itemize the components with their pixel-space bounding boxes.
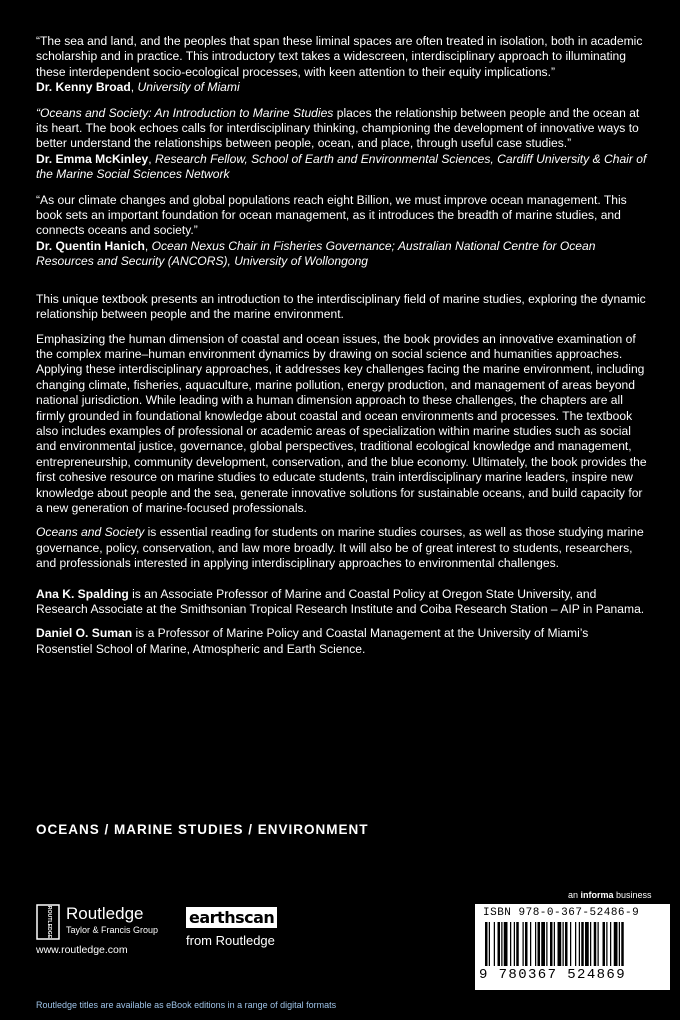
back-cover-text (36, 34, 648, 666)
quote-text: places the relationship between people and the ocean at its heart. The book echoes calls for interdisciplinary thinking, championing the development of innovative ways to better understand the relationships between people, ocean, and place, through useful case studies.” (36, 105, 640, 151)
quote-author: Dr. Emma McKinley (36, 151, 149, 166)
routledge-name: Routledge (66, 904, 144, 923)
quote-affiliation: Ocean Nexus Chair in Fisheries Governance; Australian National Centre for Ocean Resources and Security (ANCORS), University of Wollongong (36, 238, 596, 269)
description-audience: Oceans and Society is essential reading for students on marine studies courses, as well as those studying marine governance, policy, conservation, and law more broadly. It will also be of great interest to students, researchers, and professionals interested in applying interdisciplinary approaches to environmental challenges. (36, 525, 644, 571)
author-name: Ana K. Spalding (36, 586, 129, 601)
description-intro: This unique textbook presents an introduction to the interdisciplinary field of marine studies, exploring the dynamic relationship between people and the marine environment. (36, 291, 646, 322)
quote-1: “The sea and land, and the peoples that span these liminal spaces are often treated in isolation, both in academic scholarship and in practice. This introductory text takes a widescreen, interdisciplinary approach to illuminating these interdependent socio-ecological processes, with keen attention to their equity implications.” Dr. Kenny Broad, University of Miami (36, 34, 648, 96)
barcode-bars-icon (481, 922, 664, 970)
routledge-group: Taylor & Francis Group (66, 925, 159, 935)
quote-affiliation: Research Fellow, School of Earth and Environmental Sciences, Cardiff University & Chair of the Marine Social Sciences Network (36, 151, 647, 182)
description-main: Emphasizing the human dimension of coastal and ocean issues, the book provides an innovative examination of the complex marine–human environment dynamics by drawing on social science and humanities approaches. Applying these interdisciplinary approaches, it addresses key challenges facing the marine environment, including changing climate, fisheries, aquaculture, marine pollution, energy production, and management of areas beyond national jurisdiction. While leading with a human dimension approach to these challenges, the chapters are all firmly grounded in foundational knowledge about coastal and ocean environments and processes. The textbook also includes examples of professional or academic areas of specialization within marine studies such as social and environmental justice, governance, global perspectives, traditional ecological knowledge and management, entrepreneurship, community development, conservation, and the blue economy. Ultimately, the book provides the first cohesive resource on marine studies to educate students, train interdisciplinary marine leaders, inspire new knowledge about people and the sea, generate innovative solutions for sustainable oceans, and build capacity for a new generation of marine-focused professionals. (36, 331, 647, 515)
isbn-barcode (475, 904, 670, 990)
quote-text: “As our climate changes and global populations reach eight Billion, we must improve ocean management. This book sets an important foundation for ocean management, as it introduces the breadth of marine studies, and connects oceans and society.” (36, 192, 627, 238)
barcode-digits: 9 780367 524869 (479, 967, 627, 983)
quote-2: “Oceans and Society: An Introduction to Marine Studies places the relationship between people and the ocean at its heart. The book echoes calls for interdisciplinary thinking, championing the development of innovative ways to better understand the relationships between people, ocean, and place, through useful case studies.” Dr. Emma McKinley, Research Fellow, School of Earth and Environmental Sciences, Cardiff University & Chair of the Marine Social Sciences Network (36, 105, 647, 182)
isbn-number: ISBN 978-0-367-52486-9 (483, 907, 640, 919)
quote-affiliation: University of Miami (137, 80, 240, 95)
ebook-note: Routledge titles are available as eBook editions in a range of digital formats (36, 1000, 337, 1010)
routledge-logo-letters: ROUTLEDGE (46, 905, 52, 939)
earthscan-from-routledge: from Routledge (186, 933, 275, 948)
informa-business-label: an informa business (568, 890, 652, 900)
author-name: Daniel O. Suman (36, 626, 133, 641)
author-bio-2: Daniel O. Suman is a Professor of Marine Policy and Coastal Management at the University of Miami’s Rosenstiel School of Marine, Atmospheric and Earth Science. (36, 626, 589, 656)
quote-author: Dr. Kenny Broad (36, 80, 131, 95)
routledge-logo-icon (36, 904, 60, 940)
earthscan-logo: earthscan (186, 907, 277, 928)
subject-categories: OCEANS / MARINE STUDIES / ENVIRONMENT (36, 822, 369, 837)
publisher-url[interactable]: www.routledge.com (36, 944, 128, 956)
book-title: Oceans and Society (36, 525, 145, 540)
quote-author: Dr. Quentin Hanich (36, 238, 145, 253)
quote-3: “As our climate changes and global populations reach eight Billion, we must improve ocean management. This book sets an important foundation for ocean management, as it introduces the breadth of marine studies, and connects oceans and society.” Dr. Quentin Hanich, Ocean Nexus Chair in Fisheries Governance; Australian National Centre for Ocean Resources and Security (ANCORS), University of Wollongong (36, 193, 648, 270)
quote-text: “The sea and land, and the peoples that span these liminal spaces are often treated in isolation, both in academic scholarship and in practice. This introductory text takes a widescreen, interdisciplinary approach to illuminating these interdependent socio-ecological processes, with keen attention to their equity implications.” (36, 34, 643, 79)
author-bio-1: Ana K. Spalding is an Associate Professor of Marine and Coastal Policy at Oregon State University, and Research Associate at the Smithsonian Tropical Research Institute and Coiba Research Station – AIP in Panama. (36, 586, 645, 616)
quote-book-title: “Oceans and Society: An Introduction to Marine Studies (36, 105, 334, 120)
